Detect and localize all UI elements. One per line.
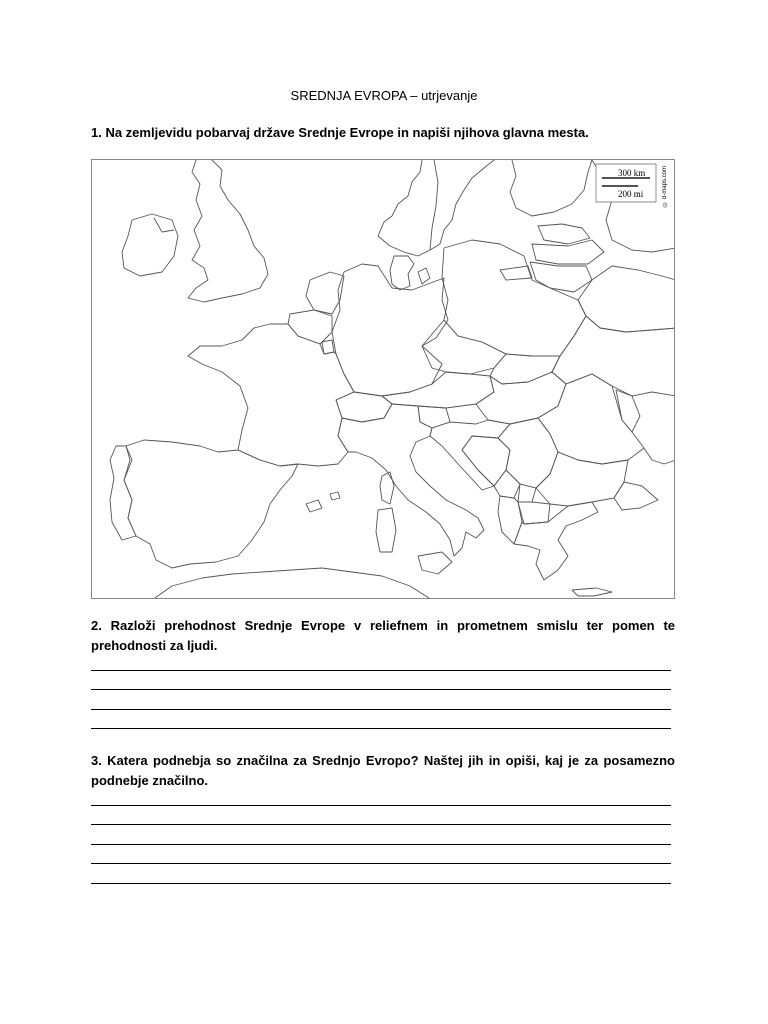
answer-line[interactable] bbox=[91, 825, 671, 845]
question-1: 1. Na zemljevidu pobarvaj države Srednje Evrope in napiši njihova glavna mesta. bbox=[91, 125, 589, 140]
europe-outline-map bbox=[91, 159, 675, 599]
question-3: 3. Katera podnebja so značilna za Srednjo Evropo? Naštej jih in opiši, kaj je za posamezno podnebje značilno. bbox=[91, 753, 675, 788]
answer-line[interactable] bbox=[91, 786, 671, 806]
answer-line[interactable] bbox=[91, 671, 671, 691]
great-britain-outline bbox=[188, 160, 268, 302]
turkey-europe bbox=[614, 482, 658, 510]
answer-lines-q3[interactable] bbox=[91, 786, 671, 884]
portugal-outline bbox=[110, 446, 136, 540]
finland-outline bbox=[510, 160, 592, 216]
slovenia-outline bbox=[418, 406, 450, 428]
denmark-outline bbox=[390, 256, 414, 290]
answer-line[interactable] bbox=[91, 806, 671, 826]
austria-outline bbox=[382, 372, 494, 408]
answer-line[interactable] bbox=[91, 864, 671, 884]
page-title: SREDNJA EVROPA – utrjevanje bbox=[290, 88, 478, 103]
black-sea-coast bbox=[644, 448, 675, 464]
spain-outline bbox=[124, 440, 298, 568]
crete-island bbox=[572, 588, 612, 596]
kaliningrad bbox=[500, 266, 532, 280]
answer-line[interactable] bbox=[91, 845, 671, 865]
slovakia-outline bbox=[490, 354, 560, 384]
sardinia-island bbox=[376, 508, 396, 552]
zealand-island bbox=[418, 268, 430, 284]
france-outline bbox=[188, 324, 354, 466]
sweden-outline bbox=[430, 160, 494, 250]
ukraine-outline bbox=[552, 316, 675, 396]
poland-outline bbox=[442, 240, 586, 356]
ireland-outline bbox=[122, 214, 178, 276]
answer-line[interactable] bbox=[91, 690, 671, 710]
luxembourg-outline bbox=[322, 340, 334, 354]
italy-outline bbox=[338, 404, 484, 556]
question-2: 2. Razloži prehodnost Srednje Evrope v reliefnem in prometnem smislu ter pomen te prehodnosti za ljudi. bbox=[91, 618, 675, 653]
corsica-island bbox=[380, 472, 394, 504]
kosovo-outline bbox=[518, 484, 536, 502]
serbia-outline bbox=[498, 418, 558, 488]
scale-km-label: 300 km bbox=[618, 168, 646, 178]
bosnia-outline bbox=[462, 436, 510, 486]
romania-outline bbox=[538, 374, 644, 464]
answer-line[interactable] bbox=[91, 651, 671, 671]
germany-outline bbox=[332, 264, 448, 396]
map-credit: © d-maps.com bbox=[662, 166, 668, 207]
czechia-outline bbox=[422, 320, 506, 374]
scale-mi-label: 200 mi bbox=[618, 189, 644, 199]
north-macedonia-outline bbox=[518, 502, 550, 524]
montenegro-outline bbox=[494, 470, 520, 498]
croatia-outline bbox=[430, 420, 510, 490]
north-africa-coast bbox=[152, 568, 432, 599]
hungary-outline bbox=[476, 372, 566, 424]
balearic-islands bbox=[306, 492, 340, 512]
belgium-outline bbox=[288, 310, 332, 344]
estonia-outline bbox=[538, 224, 590, 244]
answer-lines-q2[interactable] bbox=[91, 651, 671, 729]
greece-outline bbox=[514, 502, 598, 580]
sicily-island bbox=[418, 552, 452, 574]
norway-sweden-border bbox=[430, 160, 438, 250]
answer-line[interactable] bbox=[91, 710, 671, 730]
lithuania-outline bbox=[530, 262, 592, 292]
norway-coastline bbox=[378, 160, 430, 256]
